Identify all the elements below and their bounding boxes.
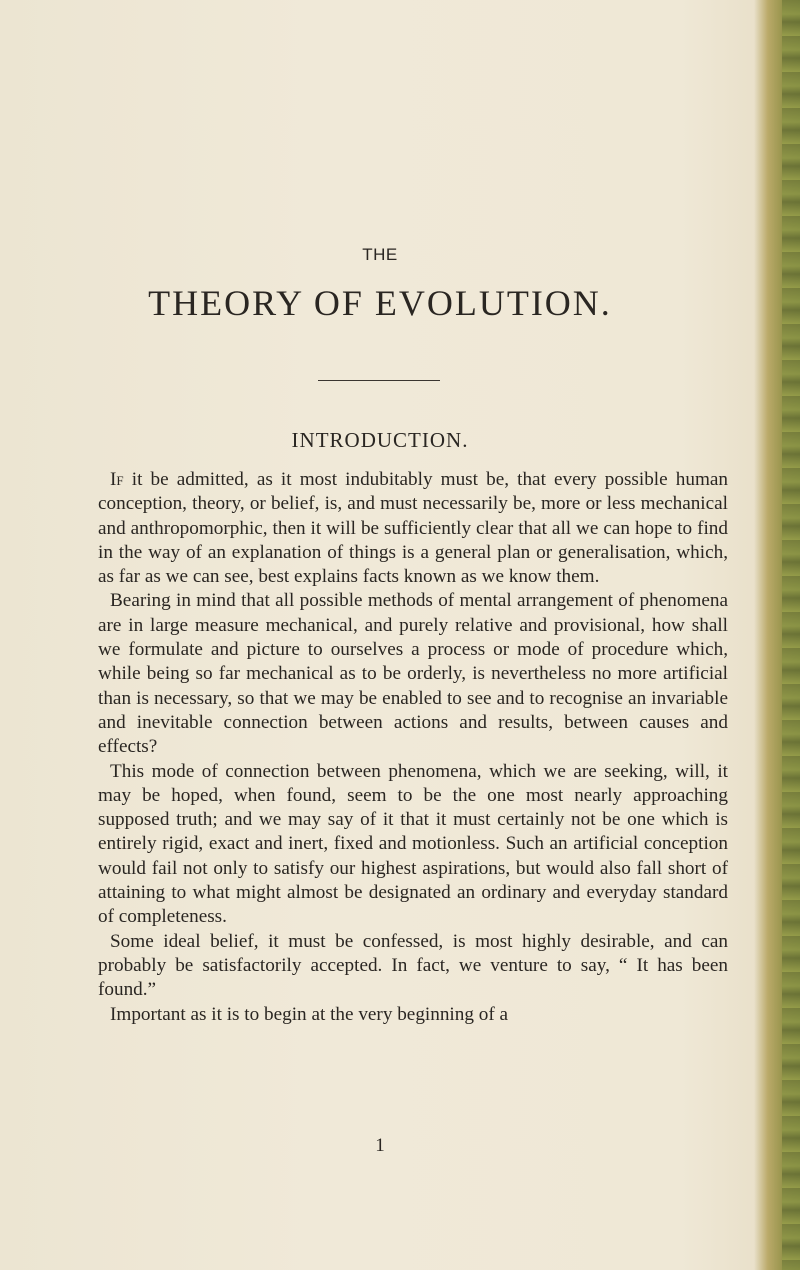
page-binding-edge	[754, 0, 800, 1270]
paragraph-text: Bearing in mind that all possible methods of mental arrangement of phenomena are in large measure mechanical, and purely relative and provisional, how shall we formulate and picture to ourselves a process or mode of procedure which, while being so far mechanical as to be orderly, is nevertheless no more artificial than is necessary, so that we may be enabled to see and to recognise an invariable and inevitable connection between actions and results, between causes and effects?	[98, 590, 728, 758]
paragraph-text: Important as it is to begin at the very beginning of a	[110, 1003, 509, 1025]
title-rule	[318, 380, 440, 381]
running-head: THE	[362, 245, 398, 264]
paragraph	[98, 589, 728, 759]
paragraph-text: it be admitted, as it most indubitably must be, that every possible human conception, theory, or belief, is, and must necessarily be, more or less mechanical and anthropomorphic, then it will be sufficiently clear that all we can hope to find in the way of an explanation of things is a general plan or generalisation, which, as far as we can see, best explains facts known as we know them.	[98, 469, 728, 588]
paragraph-text: This mode of connection between phenomena, which we are seeking, will, it may be hoped, when found, seem to be the one most nearly approaching supposed truth; and we may say of it that it must certainly not be one which is entirely rigid, exact and inert, fixed and motionless. Such an artificial conception would fail not only to satisfy our highest aspirations, but would also fall short of attaining to what might almost be designated an ordinary and everyday standard of completeness.	[98, 760, 728, 928]
paragraph	[98, 1003, 728, 1027]
section-heading: INTRODUCTION.	[291, 428, 469, 452]
paragraph	[98, 930, 728, 1003]
paragraph-lead-word: If	[110, 469, 124, 490]
chapter-title: THEORY OF EVOLUTION.	[148, 283, 612, 323]
paragraph	[98, 468, 728, 589]
page-number: 1	[375, 1135, 385, 1156]
body-text	[98, 468, 728, 1027]
paragraph-text: Some ideal belief, it must be confessed, is most highly desirable, and can probably be satisfactorily accepted. In fact, we venture to say, “ It has been found.”	[98, 930, 728, 1001]
paragraph	[98, 760, 728, 930]
